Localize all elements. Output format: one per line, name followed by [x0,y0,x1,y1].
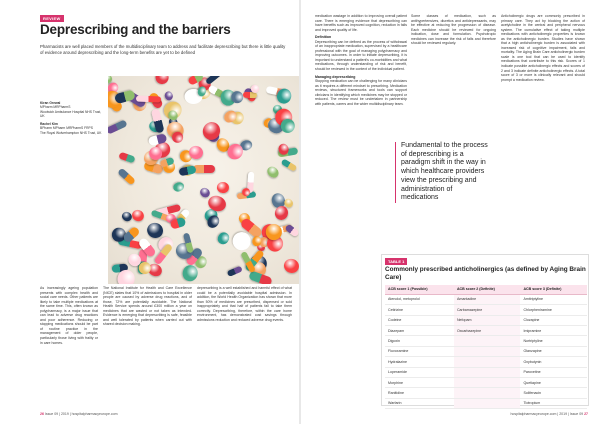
table-row [385,315,587,325]
page-number: 27 [584,412,588,416]
table-cell: Clozapine [520,315,587,325]
table-row [385,357,587,367]
tablet-decoration [163,90,174,101]
table-cell: Atenolol, metoprolol [385,294,454,304]
body-column-3: deprescribing is a well established and harmful effect of what could be a potentially avoidable hospital admission. In addition, the World Health Organization has shown that more than 50% of medicines are prescribed, dispensed or sold inappropriately and that half of patients fail to take them correctly. Deprescribing, therefore, within the care home environment, has demonstrated cost savings through admissions reduction and reduced adverse drug events. [197,286,292,322]
table-cell [454,388,521,398]
body-column-r3: Anticholinergic drugs are commonly prescribed in primary care. They act by blocking the action of acetylcholine in the central and peripheral nervous system. The cumulative effect of taking multiple medications with anticholinergic properties is known as the anticholinergic burden. Studies have shown that a high anticholinergic burden is associated with increased risk of cognitive impairment, falls and mortality. The Aging Brain Care anticholinergic burden scale is one tool that can be used to identify medications that contribute to this risk. Scores of 1 indicate possible anticholinergic effects and scores of 2 and 3 indicate definite anticholinergic effects. A total score of 3 or more is clinically relevant and should prompt a medication review. [501,14,585,82]
table-cell: Amitriptyline [520,294,587,304]
table-cell: Diazepam [385,325,454,335]
table-cell: Ranitidine [385,388,454,398]
body-paragraph: medication wastage in addition to improving overall patient care. There is emerging evidence that deprescribing can have benefits such as improved cognition, reduction in falls and improved quality of life. [315,14,407,32]
table-cell: Hydralazine [385,357,454,367]
table-cell: Nefopam [454,315,521,325]
tablet-decoration [280,117,297,134]
section-tag: REVIEW [40,15,64,22]
table-cell: Quetiapine [520,377,587,387]
capsule-decoration [205,76,223,85]
capsule-decoration [193,165,215,173]
table-cell: Oxybutynin [520,357,587,367]
table-header-row [385,285,587,294]
table-header: ACB score 2 (Definite) [454,285,521,294]
table-row [385,377,587,387]
tablet-decoration [172,180,185,192]
tablet-decoration [216,230,231,246]
body-column-r2: Some classes of medication, such as antihypertensives, diuretics and antidepressants, may be effective at reducing the progression of disease. Each medicine should be reviewed for ongoing indication, dose and formulation. Psychotropic medicines can increase the risk of falls and therefore should be reviewed regularly. [411,14,496,46]
table-cell: Chlorpheniramine [520,305,587,315]
page-footer-right [510,412,588,416]
table-cell: Loperamide [385,367,454,377]
anticholinergic-table-box [381,254,589,406]
tablet-decoration [198,186,211,199]
table-cell: Warfarin [385,398,454,408]
table-cell: Cetirizine [385,305,454,315]
table-cell: Imipramine [520,325,587,335]
table-row [385,294,587,304]
page-number: 26 [40,412,44,416]
table-cell: Paroxetine [520,367,587,377]
author-affiliation: The Royal Wolverhampton NHS Trust, UK [40,130,102,135]
table-cell: Carbamazepine [454,305,521,315]
table-row [385,398,587,408]
page-footer-left [40,412,118,416]
table-row [385,367,587,377]
right-page [301,0,600,424]
table-cell: Codeine [385,315,454,325]
body-paragraph: Stopping medication can be challenging for many clinicians as it requires a different mindset to prescribing. Medication reviews, structured frameworks and tools can support clinicians in identifying which medicines may be stopped or reduced. The review must be undertaken in partnership with patients, carers and the wider multidisciplinary team. [315,79,407,106]
article-standfirst: Pharmacists are well placed members of the multidisciplinary team to address and facilitate deprescribing but there is little quality of evidence around deprescribing and the long-term benefits are yet to be defined [40,44,286,55]
table-cell [454,336,521,346]
capsule-decoration [280,158,297,171]
author-block [40,97,106,135]
table-cell: Solifenacin [520,388,587,398]
table-cell [454,367,521,377]
table-cell [454,377,521,387]
table-cell [454,398,521,408]
table-cell: Digoxin [385,336,454,346]
table-cell [454,346,521,356]
body-column-1: As increasingly ageing population presents with complex health and social care needs. Other patients are likely to take multiple medications at the same time. This, often known as polypharmacy, is a major issue that can lead to adverse drug reactions and poor adherence. Reducing or stopping medications should be part of routine practice in the management of older people, particularly those living with frailty or in care homes. [40,286,98,345]
capsule-decoration [118,151,135,162]
author-name: Kiran Grewal [40,101,61,105]
table-cell: Nortriptyline [520,336,587,346]
tablet-decoration [231,230,253,252]
pills-photo [108,76,299,284]
tablet-decoration [155,76,169,84]
table-cell: Amantadine [454,294,521,304]
article-headline: Deprescribing and the barriers [40,22,231,37]
capsule-decoration [117,168,136,186]
table-header: ACB score 1 (Possible) [385,285,454,294]
capsule-decoration [242,92,257,99]
anticholinergic-table [385,285,587,409]
table-row [385,325,587,335]
capsule-decoration [122,225,141,243]
table-cell: Fluvoxamine [385,346,454,356]
author-affiliation: Woolwich Ambulance Hospital NHS Trust, UK [40,109,102,118]
capsule-decoration [284,223,299,237]
author-role: MPharm MRPharmS [40,105,71,110]
table-cell [454,357,521,367]
footer-text: Issue 09 | 2019 | hospitalpharmacyeurope.com [44,412,118,416]
capsule-decoration [226,265,242,277]
tablet-decoration [216,181,229,193]
pull-quote: Fundamental to the process of deprescribing is a paradigm shift in the way in which healthcare providers view the prescribing and administration of medications [395,142,490,203]
author-role: BPharm MPharm MRPharmS FRPS [40,126,93,131]
table-cell: Morphine [385,377,454,387]
table-header: ACB score 3 (Definite) [520,285,587,294]
body-paragraph: Deprescribing can be defined as the process of withdrawal of an inappropriate medication, supervised by a healthcare professional with the goal of managing polypharmacy and improving outcomes. In order to initiate deprescribing, it is important to understand a patient's co-morbidities and what medications, through understanding of risk and benefit, should be reviewed in the context of the individual patient. [315,39,407,72]
table-cell: Olanzapine [520,346,587,356]
table-row [385,346,587,356]
subheading-managing: Managing deprescribing [315,74,356,79]
table-row [385,336,587,346]
capsule-decoration [108,120,128,135]
tablet-decoration [265,165,280,180]
subheading-definition: Definition [315,35,332,40]
footer-text: hospitalpharmacyeurope.com | 2019 | Issue 09 [510,412,584,416]
tablet-decoration [251,84,260,93]
table-row [385,388,587,398]
tablet-decoration [282,256,299,274]
author-name: Rachel Kim [40,122,58,127]
body-column-2: The National Institute for Health and Care Excellence (NICE) states that 10% of admissions to hospital in older people are caused by adverse drug reactions, and of those, 72% are potentially avoidable. The National Health Service spends around £300 million a year on medicines that are wasted or not taken as intended. Evidence is emerging that deprescribing is safe, feasible and well tolerated by patients when carried out with shared decision making. [103,286,192,327]
table-cell: Tiotropium [520,398,587,408]
table-tag: TABLE 1 [385,258,407,265]
table-title: Commonly prescribed anticholinergics (as defined by Aging Brain Care) [385,266,586,281]
table-cell: Oxcarbazepine [454,325,521,335]
body-column-r1 [315,14,407,106]
table-row [385,305,587,315]
tablet-decoration [171,131,184,144]
